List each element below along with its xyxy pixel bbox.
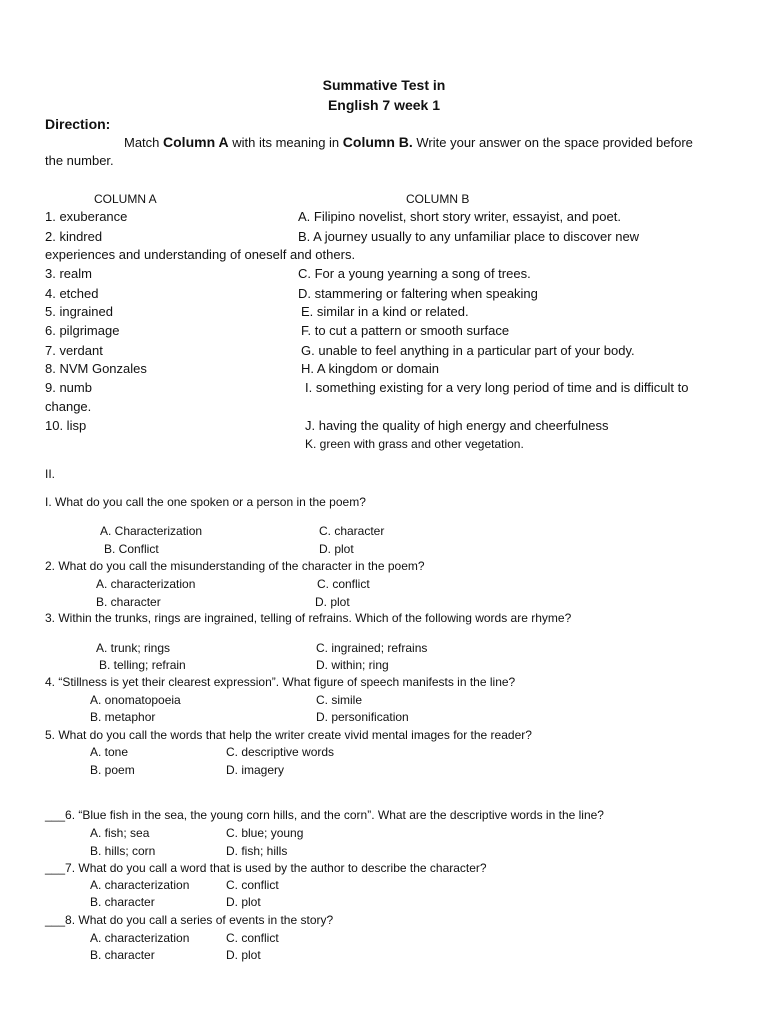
direction-text-cont: the number. [45,153,114,168]
q6-choice-d: D. fish; hills [226,844,288,858]
column-a-item-5: 5. ingrained [45,304,113,319]
column-b-item-a: A. Filipino novelist, short story writer, essayist, and poet. [298,209,621,224]
q7-choice-d: D. plot [226,895,261,909]
column-b-item-j: J. having the quality of high energy and cheerfulness [305,418,609,433]
question-1: I. What do you call the one spoken or a person in the poem? [45,495,366,509]
q2-choice-d: D. plot [315,595,350,609]
column-a-item-7: 7. verdant [45,343,103,358]
title-line-1: Summative Test in [322,77,446,93]
column-b-item-e: E. similar in a kind or related. [301,304,469,319]
direction-column-a: Column A [163,134,229,150]
q5-choice-c: C. descriptive words [226,745,335,759]
column-a-item-4: 4. etched [45,286,99,301]
q8-choice-b: B. character [90,948,155,962]
q8-choice-c: C. conflict [226,931,279,945]
q3-choice-a: A. trunk; rings [96,641,171,655]
column-b-item-i-cont: change. [45,399,92,414]
q2-choice-c: C. conflict [317,577,370,591]
column-b-item-c: C. For a young yearning a song of trees. [298,266,531,281]
column-b-item-k: K. green with grass and other vegetation. [305,437,524,451]
column-b-item-h: H. A kingdom or domain [301,361,440,376]
q5-choice-d: D. imagery [226,763,285,777]
q6-choice-b: B. hills; corn [90,844,156,858]
column-b-item-d: D. stammering or faltering when speaking [298,286,538,301]
q1-choice-b: B. Conflict [104,542,159,556]
q8-choice-a: A. characterization [90,931,190,945]
column-b-item-b: B. A journey usually to any unfamiliar place to discover new [298,229,640,244]
column-b-item-f: F. to cut a pattern or smooth surface [301,323,510,338]
direction-column-b: Column B. [342,134,413,150]
q3-choice-b: B. telling; refrain [99,658,186,672]
q1-choice-a: A. Characterization [100,524,203,538]
question-6: ___6. “Blue fish in the sea, the young corn hills, and the corn”. What are the descriptive words in the line? [45,808,604,822]
q5-choice-a: A. tone [90,745,129,759]
question-8: ___8. What do you call a series of events in the story? [45,913,334,927]
direction-text [124,133,693,152]
q1-choice-d: D. plot [319,542,354,556]
question-5: 5. What do you call the words that help the writer create vivid mental images for the reader? [45,728,532,742]
column-a-item-1: 1. exuberance [45,209,128,224]
q1-choice-c: C. character [319,524,385,538]
column-a-item-10: 10. lisp [45,418,87,433]
q4-choice-b: B. metaphor [90,710,156,724]
question-2: 2. What do you call the misunderstanding of the character in the poem? [45,559,425,573]
part-2-label: II. [45,467,56,481]
q7-choice-a: A. characterization [90,878,190,892]
direction-part-1: Match [124,135,164,150]
direction-label: Direction: [45,116,111,132]
q8-choice-d: D. plot [226,948,261,962]
column-b-item-i: I. something existing for a very long period of time and is difficult to [305,380,689,395]
column-a-header: COLUMN A [94,192,157,206]
q6-choice-c: C. blue; young [226,826,304,840]
column-a-item-3: 3. realm [45,266,92,281]
q2-choice-a: A. characterization [96,577,196,591]
question-7: ___7. What do you call a word that is used by the author to describe the character? [45,861,487,875]
question-3: 3. Within the trunks, rings are ingrained, telling of refrains. Which of the following words are rhyme? [45,611,572,625]
column-a-item-2: 2. kindred [45,229,103,244]
q4-choice-a: A. onomatopoeia [90,693,181,707]
q3-choice-d: D. within; ring [316,658,389,672]
q5-choice-b: B. poem [90,763,135,777]
direction-part-2: with its meaning in [228,135,343,150]
column-b-item-b-cont: experiences and understanding of oneself and others. [45,247,356,262]
column-b-item-g: G. unable to feel anything in a particular part of your body. [301,343,635,358]
column-a-item-8: 8. NVM Gonzales [45,361,147,376]
q7-choice-c: C. conflict [226,878,279,892]
question-4: 4. “Stillness is yet their clearest expression”. What figure of speech manifests in the line? [45,675,516,689]
direction-part-3: Write your answer on the space provided before [412,135,693,150]
q6-choice-a: A. fish; sea [90,826,150,840]
q2-choice-b: B. character [96,595,161,609]
column-a-item-9: 9. numb [45,380,92,395]
title-line-2: English 7 week 1 [327,97,441,113]
column-b-header: COLUMN B [406,192,470,206]
q7-choice-b: B. character [90,895,155,909]
q3-choice-c: C. ingrained; refrains [316,641,428,655]
q4-choice-d: D. personification [316,710,409,724]
column-a-item-6: 6. pilgrimage [45,323,120,338]
q4-choice-c: C. simile [316,693,363,707]
